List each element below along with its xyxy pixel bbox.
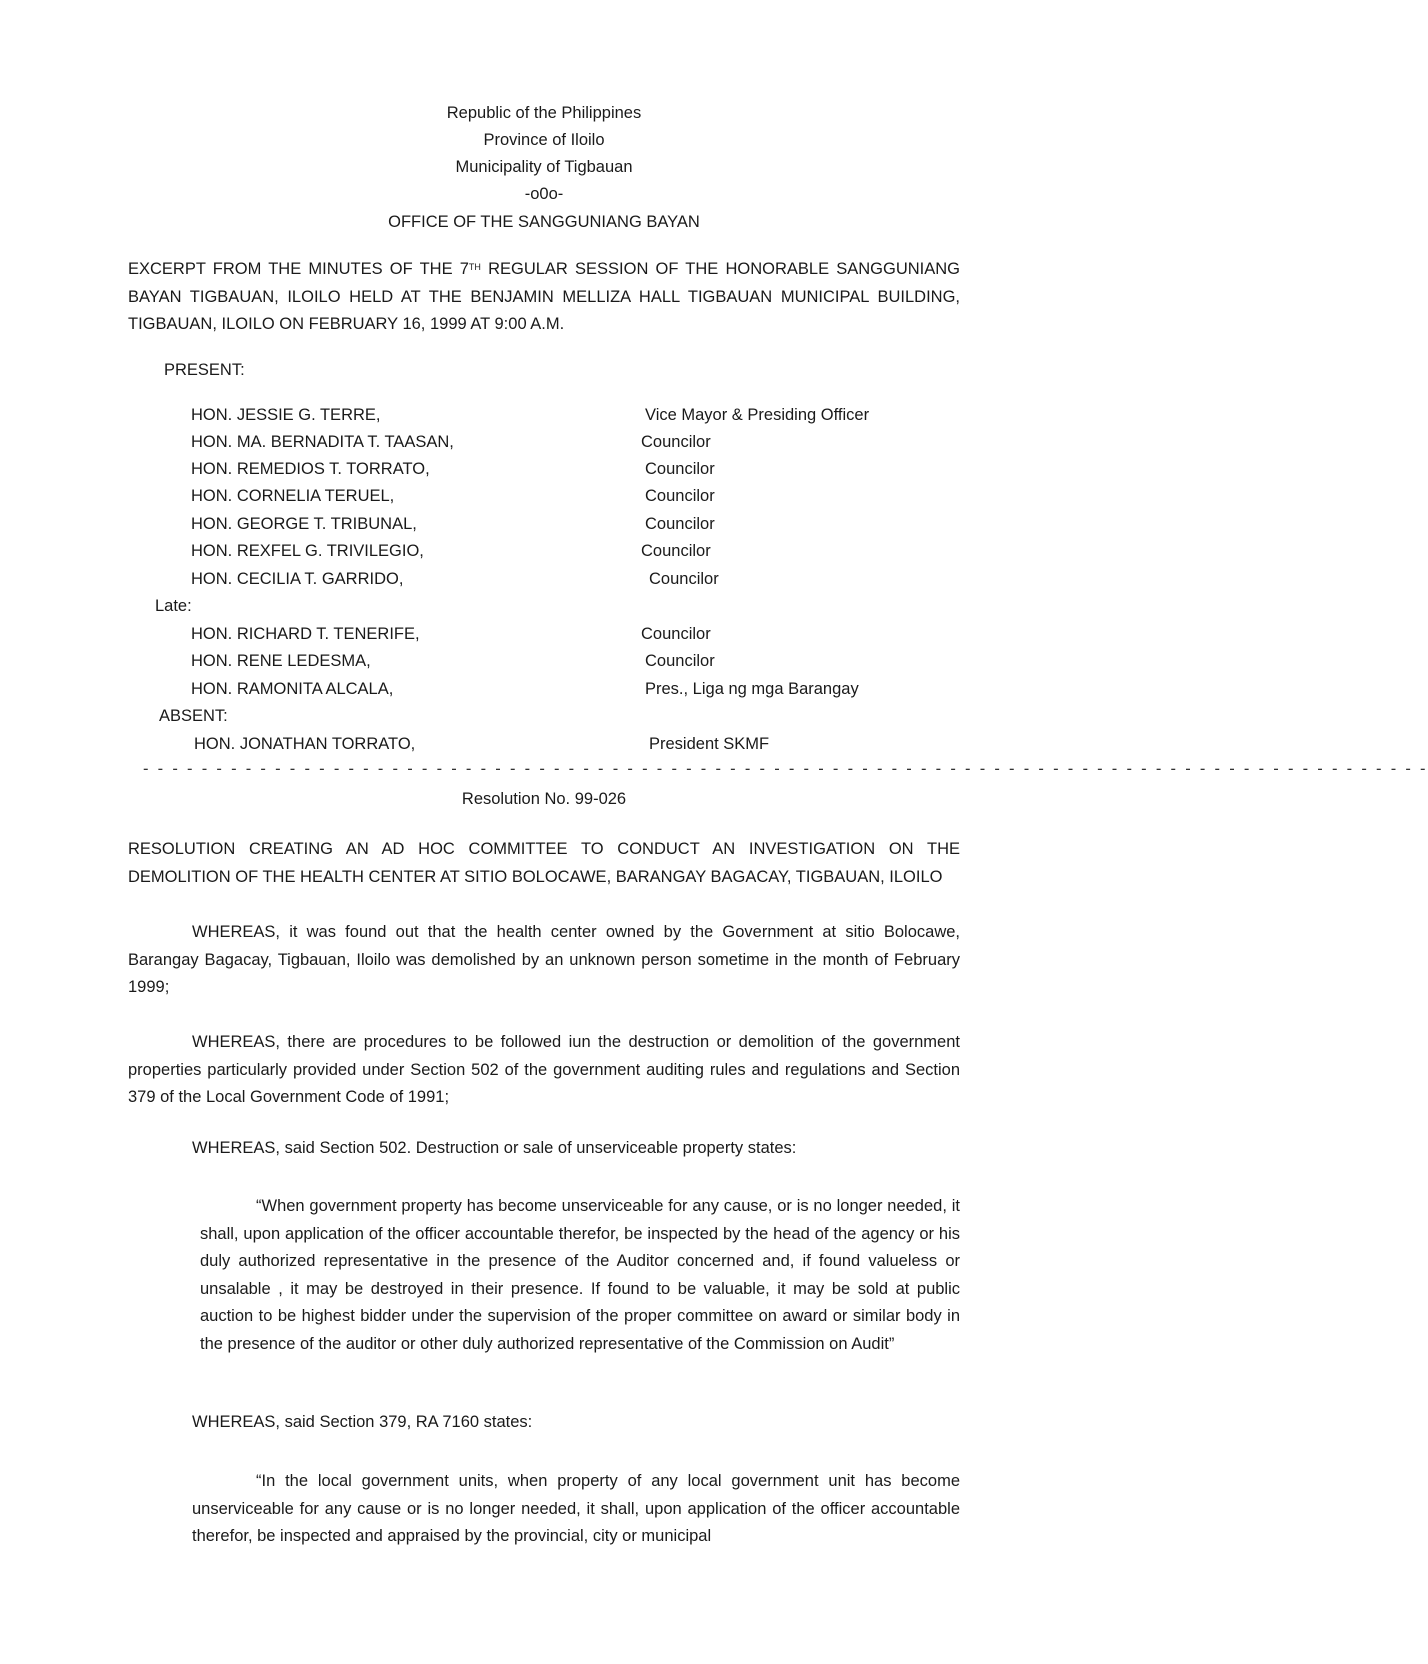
attendee-role: Councilor — [641, 542, 711, 560]
attendee-role: Councilor — [645, 460, 715, 478]
absent-label: ABSENT: — [159, 707, 228, 725]
header-republic: Republic of the Philippines — [446, 104, 642, 122]
late-attendee-role: Councilor — [641, 625, 711, 643]
late-attendee-role: Councilor — [645, 652, 715, 670]
quoted-section-502: “When government property has become unserviceable for any cause, or is no longer needed, it shall, upon application of the officer accountable therefor, be inspected by the head of the agency or his duly authorized representative in the presence of the Auditor concerned and, if found valueless or unsalable , it may be destroyed in their presence. If found to be valuable, it may be sold at public auction to be highest bidder under the supervision of the proper committee on award or similar body in the presence of the auditor or other duly authorized representative of the Commission on Audit” — [200, 1197, 960, 1353]
excerpt-part2: REGULAR SESSION OF THE HONORABLE SANGGUNIANG BAYAN TIGBAUAN, ILOILO HELD AT THE BENJAMIN MELLIZA HALL TIGBAUAN MUNICIPAL BUILDING, TIGBAUAN, ILOILO ON FEBRUARY 16, 1999 AT 9:00 A.M. — [128, 260, 960, 333]
attendee-role: Councilor — [645, 515, 715, 533]
quoted-section-379: “In the local government units, when property of any local government unit has become unserviceable for any cause or is no longer needed, it shall, upon application of the officer accountable therefor, be inspected and appraised by the provincial, city or municipal — [192, 1472, 960, 1545]
resolution-number: Resolution No. 99-026 — [461, 790, 627, 808]
attendee-name: HON. JESSIE G. TERRE, — [191, 406, 381, 424]
late-attendee-role: Pres., Liga ng mga Barangay — [645, 680, 859, 698]
resolution-title: RESOLUTION CREATING AN AD HOC COMMITTEE TO CONDUCT AN INVESTIGATION ON THE DEMOLITION OF THE HEALTH CENTER AT SITIO BOLOCAWE, BARANGAY BAGACAY, TIGBAUAN, ILOILO — [128, 840, 960, 886]
dashed-separator: - - - - - - - - - - - - - - - - - - - - - - - - - - - - - - - - - - - - - - - - - - - - - - - - - - - - - - - - - - - - - - - - - - - - - - - - - - - - - - - - - - - - - - - - — [143, 760, 1428, 778]
attendee-role: Vice Mayor & Presiding Officer — [645, 406, 870, 424]
attendee-name: HON. CECILIA T. GARRIDO, — [191, 570, 404, 588]
absent-attendee-role: President SKMF — [649, 735, 770, 753]
attendee-name: HON. GEORGE T. TRIBUNAL, — [191, 515, 417, 533]
header-office: OFFICE OF THE SANGGUNIANG BAYAN — [388, 213, 700, 231]
excerpt-paragraph — [128, 256, 960, 339]
header-municipality: Municipality of Tigbauan — [455, 158, 633, 176]
whereas-paragraph-2: WHEREAS, there are procedures to be followed iun the destruction or demolition of the government properties particularly provided under Section 502 of the government auditing rules and regulations and Section 379 of the Local Government Code of 1991; — [128, 1033, 960, 1106]
late-attendee-name: HON. RAMONITA ALCALA, — [191, 680, 394, 698]
attendee-name: HON. REMEDIOS T. TORRATO, — [191, 460, 430, 478]
header-ornament: -o0o- — [524, 185, 564, 203]
whereas-paragraph-4: WHEREAS, said Section 379, RA 7160 states: — [192, 1413, 533, 1431]
whereas-paragraph-3: WHEREAS, said Section 502. Destruction or sale of unserviceable property states: — [192, 1139, 797, 1157]
attendee-name: HON. REXFEL G. TRIVILEGIO, — [191, 542, 424, 560]
attendee-role: Councilor — [649, 570, 719, 588]
absent-attendee-name: HON. JONATHAN TORRATO, — [194, 735, 416, 753]
attendee-role: Councilor — [641, 433, 711, 451]
late-attendee-name: HON. RENE LEDESMA, — [191, 652, 371, 670]
attendee-role: Councilor — [645, 487, 715, 505]
excerpt-superscript: TH — [468, 262, 481, 272]
attendee-name: HON. MA. BERNADITA T. TAASAN, — [191, 433, 454, 451]
present-label: PRESENT: — [164, 361, 245, 379]
late-label: Late: — [155, 597, 192, 615]
attendee-name: HON. CORNELIA TERUEL, — [191, 487, 395, 505]
late-attendee-name: HON. RICHARD T. TENERIFE, — [191, 625, 420, 643]
excerpt-part1: EXCERPT FROM THE MINUTES OF THE 7 — [128, 260, 469, 278]
header-province: Province of Iloilo — [483, 131, 605, 149]
whereas-paragraph-1: WHEREAS, it was found out that the health center owned by the Government at sitio Bolocawe, Barangay Bagacay, Tigbauan, Iloilo was demolished by an unknown person sometime in the month of February 1999; — [128, 923, 960, 996]
